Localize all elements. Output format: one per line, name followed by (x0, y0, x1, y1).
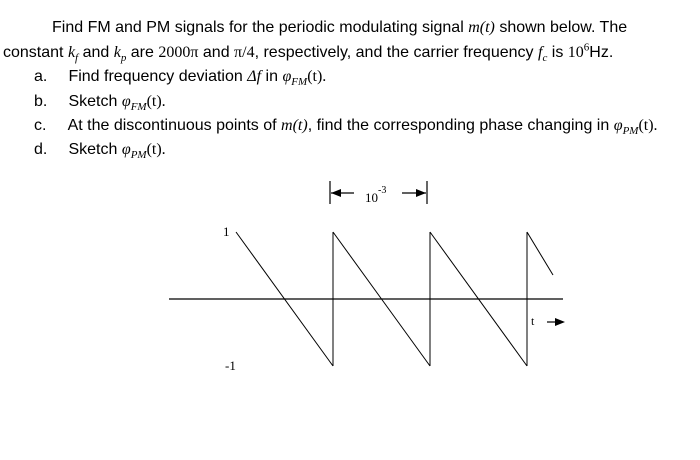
fc-unit: Hz. (589, 44, 614, 61)
intro-text-1: Find FM and PM signals for the periodic modulating signal (52, 19, 464, 36)
t-arrow-head (555, 318, 565, 326)
is-word: is (551, 44, 564, 61)
item-text: Sketch (68, 141, 118, 158)
item-text: Sketch (68, 93, 118, 110)
intro-text-2: shown below. The (499, 19, 628, 36)
period-arrow-right-head (416, 189, 426, 197)
fc-value: $10^6$ (567, 41, 590, 61)
delta-f: Δf (247, 68, 262, 85)
t-label: t (531, 314, 535, 328)
phi-fm: $\varphi_{FM}(t)$. (121, 93, 166, 114)
period-arrow-left-head (331, 189, 341, 197)
item-letter: a. (34, 68, 48, 85)
phi-pm: $\varphi_{PM}(t)$. (613, 117, 658, 138)
period-label: $10^{-3}$ (365, 185, 387, 205)
phi-pm: $\varphi_{PM}(t)$. (121, 141, 166, 162)
waveform-ramp-4 (527, 232, 553, 275)
item-text-2: , find the corresponding phase changing in (307, 117, 610, 134)
m-of-t: m(t) (468, 19, 495, 36)
item-letter: b. (34, 93, 48, 110)
and-word: and (82, 44, 110, 61)
kf-value: 2000π (158, 44, 199, 61)
fc-symbol: $f_c$ (537, 44, 548, 65)
y-top-label: 1 (223, 224, 230, 239)
item-text: Find frequency deviation (68, 68, 243, 85)
are-word: are (130, 44, 154, 61)
item-letter: c. (34, 117, 47, 134)
item-letter: d. (34, 141, 48, 158)
y-bottom-label: -1 (225, 358, 236, 373)
kp-symbol: $k_p$ (113, 44, 127, 65)
item-text: At the discontinuous points of (67, 117, 277, 134)
constant-word: constant (3, 44, 64, 61)
kp-value: π/4 (234, 44, 255, 61)
phi-fm: $\varphi_{FM}(t)$. (282, 68, 327, 89)
and-word-2: and (202, 44, 230, 61)
kf-symbol: $k_f$ (67, 44, 79, 65)
carrier-text: , respectively, and the carrier frequency (254, 44, 534, 61)
item-text-2: in (265, 68, 278, 85)
m-of-t: m(t) (281, 117, 308, 134)
